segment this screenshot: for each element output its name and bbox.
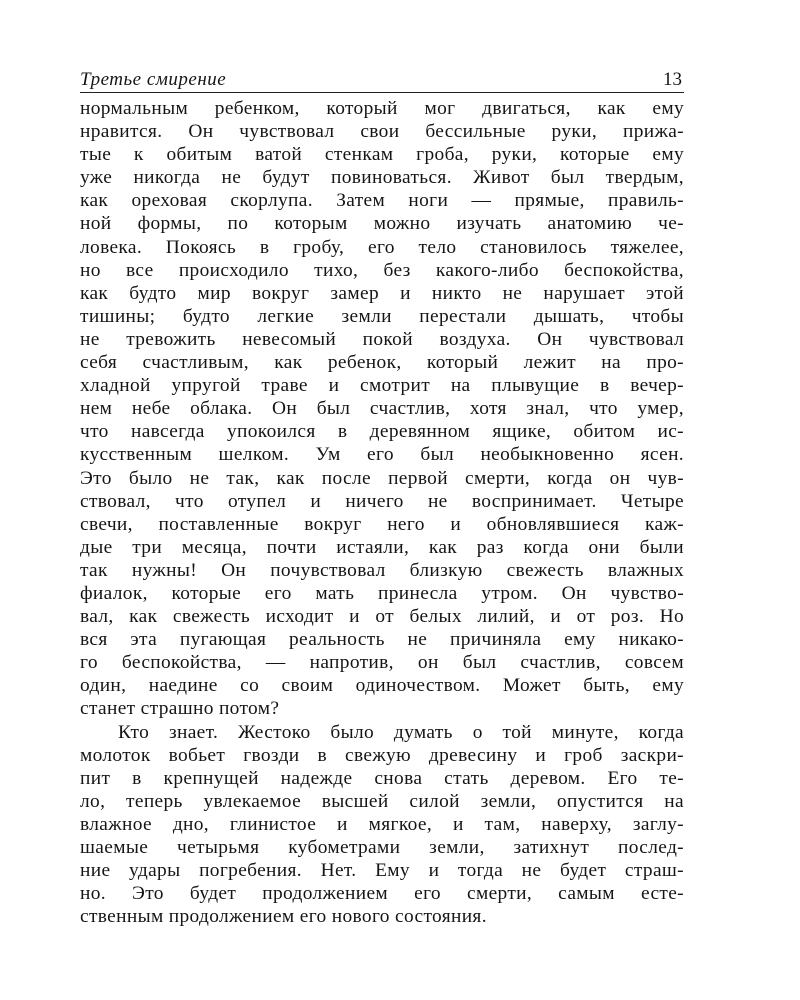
text-line: тишины; будто легкие земли перестали дышать, чтобы xyxy=(80,305,684,327)
text-line: хладной упругой траве и смотрит на плывущие в вечер- xyxy=(80,375,684,397)
text-line: себя счастливым, как ребенок, который лежит на про- xyxy=(80,352,684,374)
paragraph xyxy=(80,721,684,929)
text-line: го беспокойства, — напротив, он был счастлив, совсем xyxy=(80,652,684,674)
text-line: Кто знает. Жестоко было думать о той минуте, когда xyxy=(118,721,684,743)
text-line: свечи, поставленные вокруг него и обновлявшиеся каж- xyxy=(80,513,684,535)
text-line: один, наедине со своим одиночеством. Может быть, ему xyxy=(80,675,684,697)
text-line: кусственным шелком. Ум его был необыкновенно ясен. xyxy=(80,444,684,466)
text-line: молоток вобьет гвозди в свежую древесину и гроб заскри- xyxy=(80,744,684,766)
body-text xyxy=(80,97,684,928)
text-line: пит в крепнущей надежде снова стать деревом. Его те- xyxy=(80,767,684,789)
text-line: шаемые четырьмя кубометрами земли, затихнут послед- xyxy=(80,837,684,858)
text-line: нормальным ребенком, который мог двигаться, как ему xyxy=(80,98,684,119)
text-line: Это было не так, как после первой смерти, когда он чув- xyxy=(80,467,684,489)
text-line: тые к обитым ватой стенкам гроба, руки, которые ему xyxy=(80,144,684,166)
book-page xyxy=(80,70,684,950)
running-head xyxy=(80,70,684,93)
text-line: не тревожить невесомый покой воздуха. Он чувствовал xyxy=(80,328,684,350)
text-line: фиалок, которые его мать принесла утром. Он чувство- xyxy=(80,582,684,604)
page-number: 13 xyxy=(663,69,682,90)
text-line: вся эта пугающая реальность не причиняла ему никако- xyxy=(80,629,684,651)
text-line: ной формы, по которым можно изучать анатомию че- xyxy=(80,213,684,235)
running-title: Третье смирение xyxy=(80,69,227,90)
text-line: как ореховая скорлупа. Затем ноги — прямые, правиль- xyxy=(80,190,684,212)
paragraph xyxy=(80,97,684,721)
text-line: станет страшно потом? xyxy=(80,698,280,720)
text-line: нравится. Он чувствовал свои бессильные руки, прижа- xyxy=(80,121,684,143)
text-line: вал, как свежесть исходит и от белых лилий, и от роз. Но xyxy=(80,606,684,628)
text-line: уже никогда не будут повиноваться. Живот был твердым, xyxy=(80,167,684,189)
text-line: ло, теперь увлекаемое высшей силой земли, опустится на xyxy=(80,790,684,812)
text-line: дые три месяца, почти истаяли, как раз когда они были xyxy=(80,536,684,558)
text-line: ние удары погребения. Нет. Ему и тогда не будет страш- xyxy=(80,860,684,882)
text-line: ственным продолжением его нового состояния. xyxy=(80,906,487,928)
text-line: ловека. Покоясь в гробу, его тело становилось тяжелее, xyxy=(80,236,684,258)
text-line: нем небе облака. Он был счастлив, хотя знал, что умер, xyxy=(80,398,684,420)
text-line: как будто мир вокруг замер и никто не нарушает этой xyxy=(80,282,684,304)
text-line: но все происходило тихо, без какого-либо беспокойства, xyxy=(80,259,684,281)
text-line: но. Это будет продолжением его смерти, самым есте- xyxy=(80,883,684,905)
text-line: что навсегда упокоился в деревянном ящике, обитом ис- xyxy=(80,421,684,443)
text-line: влажное дно, глинистое и мягкое, и там, наверху, заглу- xyxy=(80,813,684,835)
text-line: так нужны! Он почувствовал близкую свежесть влажных xyxy=(80,559,684,581)
text-line: ствовал, что отупел и ничего не воспринимает. Четыре xyxy=(80,490,684,512)
